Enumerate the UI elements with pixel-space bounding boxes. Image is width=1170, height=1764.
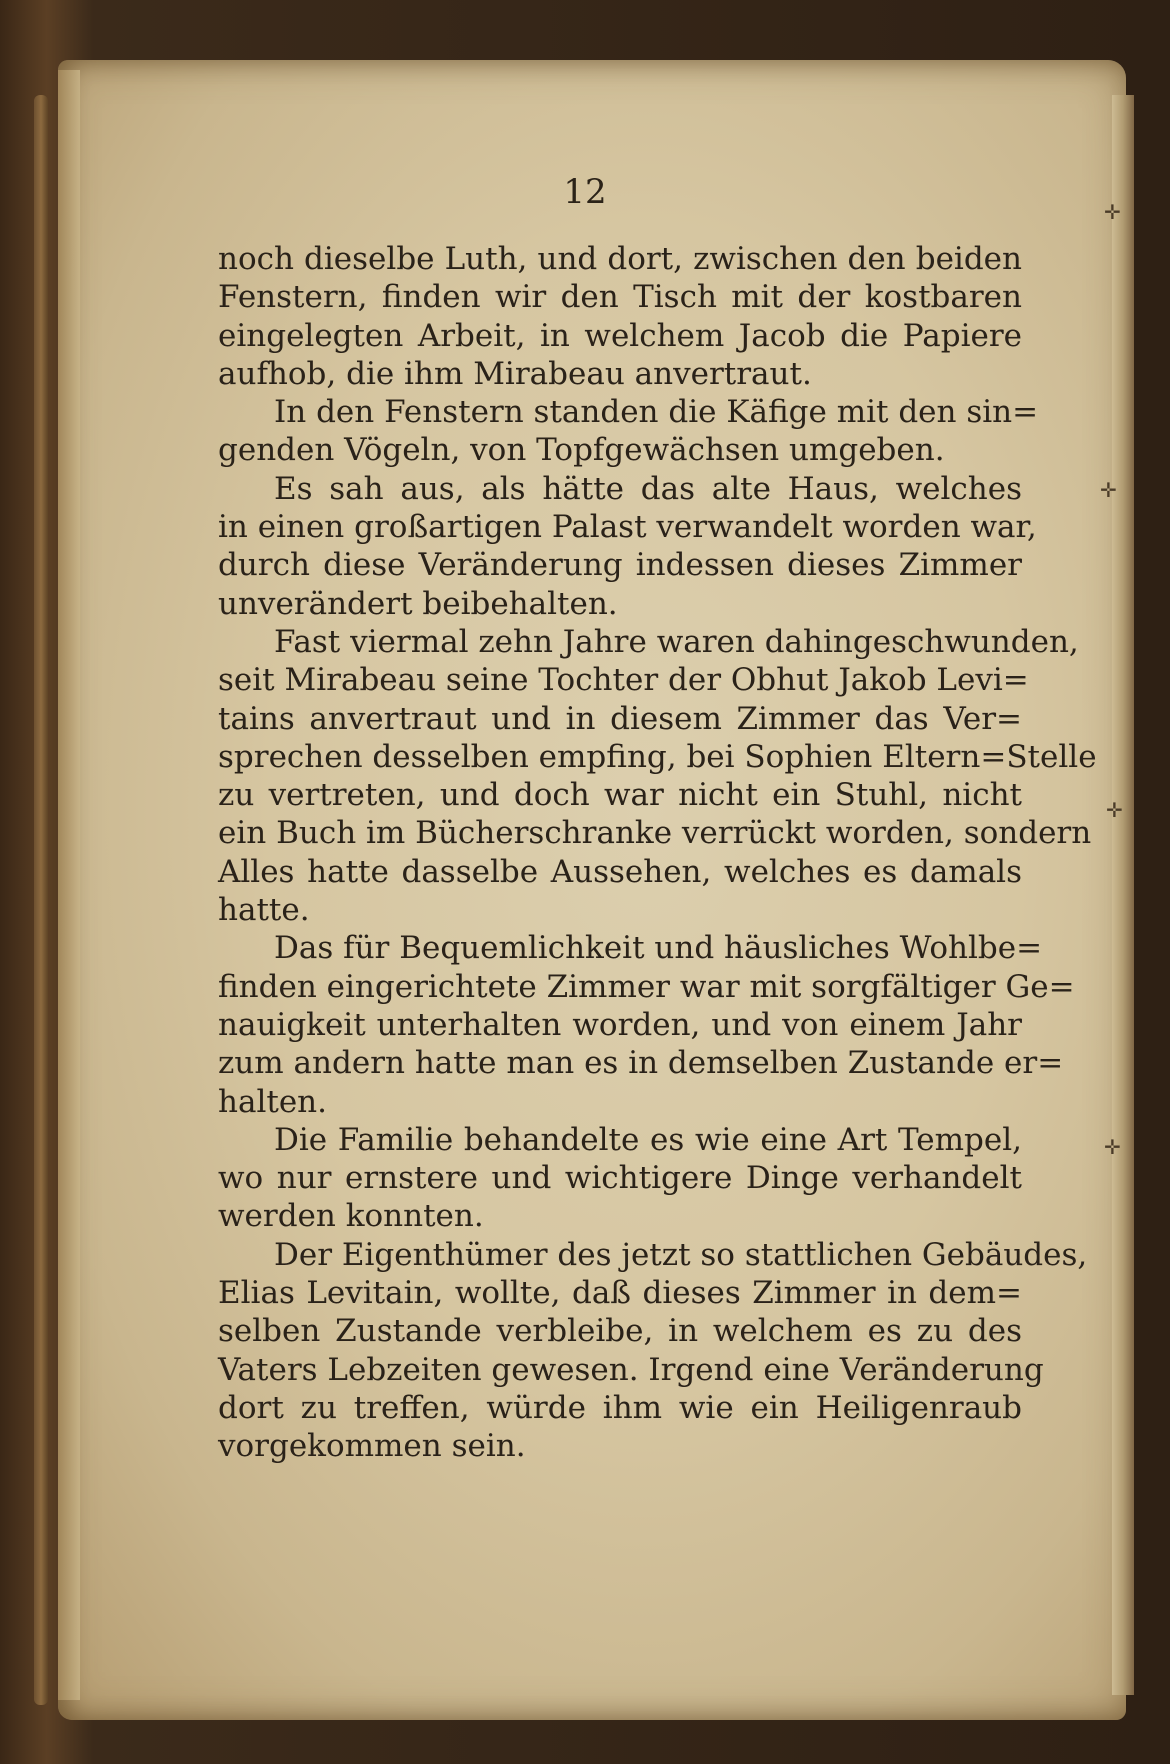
text-line: Elias Levitain, wollte, daß dieses Zimmer in dem= xyxy=(218,1275,1022,1312)
page-number: 12 xyxy=(563,172,607,212)
text-line: Der Eigenthümer des jetzt so stattlichen Gebäudes, xyxy=(274,1236,1088,1273)
text-line: In den Fenstern standen die Käfige mit den sin= xyxy=(274,394,1039,431)
text-line: Es sah aus, als hätte das alte Haus, welches xyxy=(274,470,1022,507)
text-line: seit Mirabeau seine Tochter der Obhut Jakob Levi= xyxy=(218,662,1029,699)
text-line: zu vertreten, und doch war nicht ein Stuhl, nicht xyxy=(218,777,1022,814)
text-line: eingelegten Arbeit, in welchem Jacob die Papiere xyxy=(218,317,1022,354)
text-line: Alles hatte dasselbe Aussehen, welches es damals xyxy=(218,853,1022,890)
text-line: tains anvertraut und in diesem Zimmer das Ver= xyxy=(218,700,1022,737)
text-line: ein Buch im Bücherschranke verrückt worden, sondern xyxy=(218,815,1092,852)
text-line: werden konnten. xyxy=(218,1198,484,1235)
text-line: durch diese Veränderung indessen dieses Zimmer xyxy=(218,547,1022,584)
margin-mark: ✛ xyxy=(1100,478,1117,502)
margin-mark: ✛ xyxy=(1104,200,1121,224)
text-line: genden Vögeln, von Topfgewächsen umgeben. xyxy=(218,432,945,469)
margin-mark: ✛ xyxy=(1104,1135,1121,1159)
text-line: nauigkeit unterhalten worden, und von einem Jahr xyxy=(218,1006,1022,1043)
text-line: dort zu treffen, würde ihm wie ein Heiligenraub xyxy=(218,1389,1022,1426)
next-page-edge xyxy=(1112,95,1134,1695)
text-line: hatte. xyxy=(218,892,310,929)
text-line: zum andern hatte man es in demselben Zustande er= xyxy=(218,1045,1064,1082)
text-line: noch dieselbe Luth, und dort, zwischen den beiden xyxy=(218,241,1022,277)
text-line: Fast viermal zehn Jahre waren dahingeschwunden, xyxy=(274,623,1079,660)
text-line: finden eingerichtete Zimmer war mit sorgfältiger Ge= xyxy=(218,968,1075,1005)
margin-mark: ✛ xyxy=(1106,798,1123,822)
text-line: vorgekommen sein. xyxy=(218,1428,526,1465)
text-line: halten. xyxy=(218,1083,327,1120)
text-line: Das für Bequemlichkeit und häusliches Wohlbe= xyxy=(274,930,1043,967)
text-line: Fenstern, finden wir den Tisch mit der kostbaren xyxy=(218,279,1022,316)
text-line: Vaters Lebzeiten gewesen. Irgend eine Veränderung xyxy=(218,1351,1044,1388)
text-line: aufhob, die ihm Mirabeau anvertraut. xyxy=(218,355,812,392)
page-gutter-shadow xyxy=(58,70,80,1700)
text-line: Die Familie behandelte es wie eine Art Tempel, xyxy=(274,1121,1022,1158)
text-line: sprechen desselben empfing, bei Sophien Eltern=Stelle xyxy=(218,738,1097,775)
text-line: unverändert beibehalten. xyxy=(218,585,618,622)
book-spine-edge xyxy=(34,95,48,1705)
text-line: in einen großartigen Palast verwandelt worden war, xyxy=(218,509,1037,546)
text-line: selben Zustande verbleibe, in welchem es zu des xyxy=(218,1313,1022,1350)
page-body-text xyxy=(218,240,1097,1466)
text-line: wo nur ernstere und wichtigere Dinge verhandelt xyxy=(218,1160,1022,1197)
